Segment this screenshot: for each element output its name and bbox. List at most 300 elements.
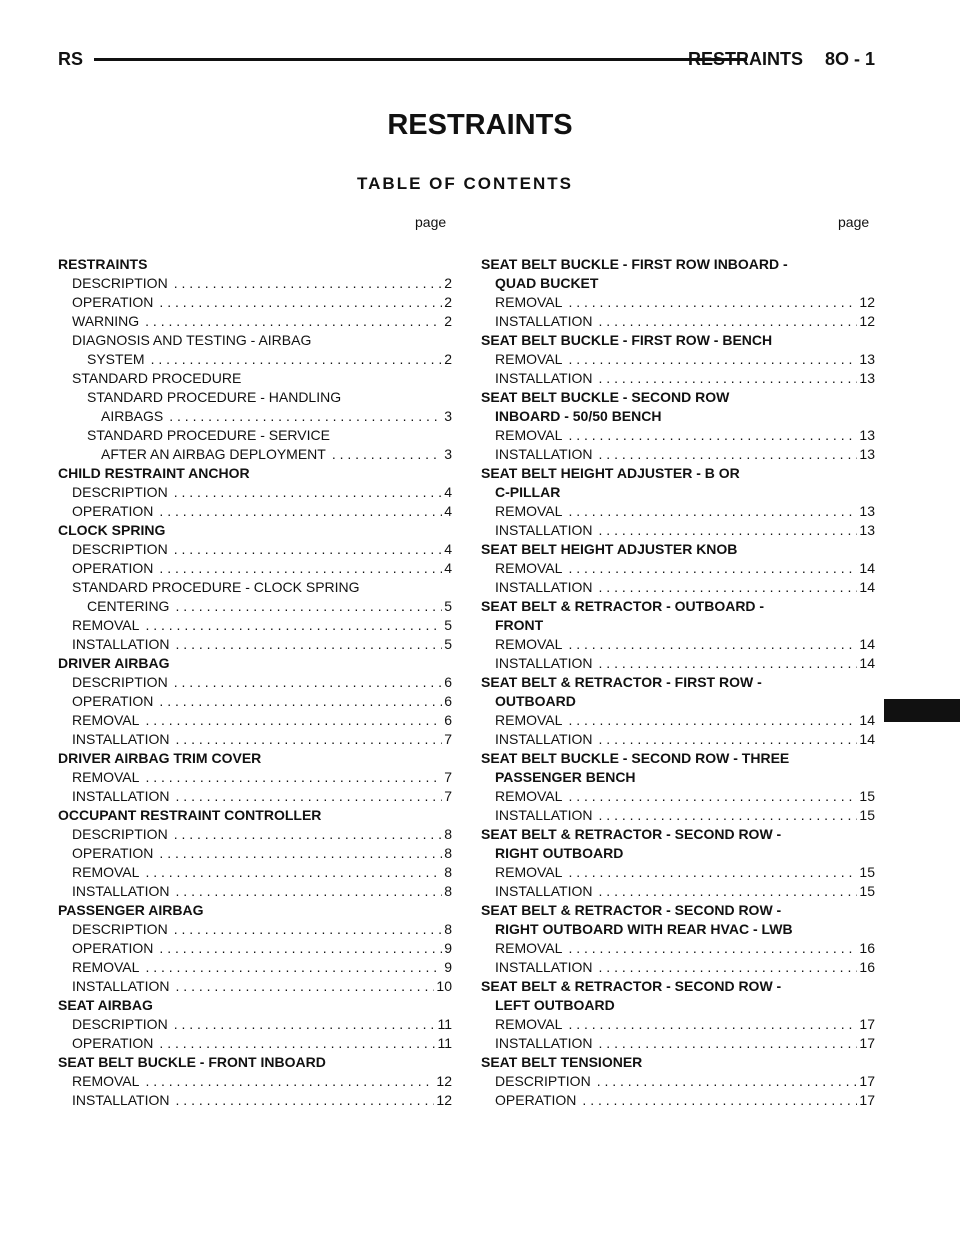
dot-leader xyxy=(599,730,858,749)
toc-entry-page: 3 xyxy=(444,446,452,462)
toc-entry xyxy=(481,996,875,1015)
toc-entry-label: REMOVAL xyxy=(72,1073,140,1089)
toc-section-heading xyxy=(481,901,875,920)
dot-leader xyxy=(568,293,857,312)
toc-entry-label: REMOVAL xyxy=(495,1016,563,1032)
toc-entry-page: 5 xyxy=(444,617,452,633)
dot-leader xyxy=(599,445,858,464)
toc-entry xyxy=(481,863,875,882)
toc-entry xyxy=(481,692,875,711)
toc-entry xyxy=(481,730,875,749)
dot-leader xyxy=(332,445,442,464)
left-page-column-label: page xyxy=(415,214,447,230)
toc-heading-label: DRIVER AIRBAG TRIM COVER xyxy=(58,750,262,766)
toc-section-heading xyxy=(58,996,452,1015)
toc-heading-label: SEAT BELT & RETRACTOR - FIRST ROW - xyxy=(481,674,762,690)
toc-heading-label: STANDARD PROCEDURE xyxy=(72,370,242,386)
dot-leader xyxy=(599,958,858,977)
toc-entry xyxy=(481,882,875,901)
toc-heading-label: DRIVER AIRBAG xyxy=(58,655,170,671)
toc-entry-page: 5 xyxy=(444,598,452,614)
toc-heading-label: SEAT BELT BUCKLE - FRONT INBOARD xyxy=(58,1054,326,1070)
toc-section-heading xyxy=(58,1053,452,1072)
dot-leader xyxy=(176,635,443,654)
toc-entry-page: 13 xyxy=(859,522,875,538)
toc-entry xyxy=(481,787,875,806)
toc-entry xyxy=(481,1091,875,1110)
toc-entry-label: INSTALLATION xyxy=(495,883,593,899)
dot-leader xyxy=(568,1015,857,1034)
dot-leader xyxy=(174,540,443,559)
dot-leader xyxy=(174,920,443,939)
toc-section-heading xyxy=(481,597,875,616)
dot-leader xyxy=(568,635,857,654)
toc-entry xyxy=(58,293,452,312)
dot-leader xyxy=(174,483,443,502)
toc-entry xyxy=(481,616,875,635)
toc-entry-label: INSTALLATION xyxy=(72,788,170,804)
toc-entry-label: REMOVAL xyxy=(495,294,563,310)
dot-leader xyxy=(145,863,442,882)
toc-entry xyxy=(481,407,875,426)
toc-entry-label: SYSTEM xyxy=(87,351,145,367)
dot-leader xyxy=(145,616,442,635)
toc-entry xyxy=(481,920,875,939)
toc-entry-page: 3 xyxy=(444,408,452,424)
toc-entry xyxy=(481,483,875,502)
toc-entry xyxy=(58,312,452,331)
toc-entry-label: INSTALLATION xyxy=(495,579,593,595)
toc-heading-label: SEAT BELT BUCKLE - SECOND ROW - THREE xyxy=(481,750,790,766)
dot-leader xyxy=(159,1034,435,1053)
dot-leader xyxy=(568,502,857,521)
toc-entry xyxy=(58,882,452,901)
toc-entry-page: 2 xyxy=(444,275,452,291)
toc-entry-label: DESCRIPTION xyxy=(72,1016,168,1032)
toc-entry-label: DESCRIPTION xyxy=(72,275,168,291)
toc-entry xyxy=(58,787,452,806)
toc-section-heading xyxy=(58,901,452,920)
toc-entry xyxy=(58,939,452,958)
toc-entry-label: OPERATION xyxy=(72,294,154,310)
dot-leader xyxy=(176,730,443,749)
toc-entry-page: 6 xyxy=(444,712,452,728)
toc-entry xyxy=(58,274,452,293)
toc-entry-label: INSTALLATION xyxy=(495,959,593,975)
toc-entry-page: 9 xyxy=(444,940,452,956)
toc-entry-label: INSTALLATION xyxy=(495,655,593,671)
page-header xyxy=(58,47,875,71)
toc-heading-label: STANDARD PROCEDURE - CLOCK SPRING xyxy=(72,579,360,595)
toc-entry xyxy=(58,540,452,559)
dot-leader xyxy=(159,293,442,312)
toc-entry-page: 17 xyxy=(859,1035,875,1051)
dot-leader xyxy=(568,559,857,578)
dot-leader xyxy=(176,787,443,806)
dot-leader xyxy=(568,939,857,958)
toc-entry-page: 13 xyxy=(859,503,875,519)
toc-entry xyxy=(481,274,875,293)
toc-entry-label: OPERATION xyxy=(72,503,154,519)
toc-entry-page: 8 xyxy=(444,883,452,899)
toc-section-heading xyxy=(58,464,452,483)
toc-entry xyxy=(481,559,875,578)
toc-entry xyxy=(481,939,875,958)
dot-leader xyxy=(599,806,858,825)
toc-entry-label: DESCRIPTION xyxy=(72,484,168,500)
toc-heading-label: INBOARD - 50/50 BENCH xyxy=(495,408,662,424)
toc-entry-page: 9 xyxy=(444,959,452,975)
toc-heading-label: SEAT BELT & RETRACTOR - SECOND ROW - xyxy=(481,978,782,994)
dot-leader xyxy=(599,312,858,331)
section-thumb-tab xyxy=(884,699,960,722)
toc-entry-label: INSTALLATION xyxy=(495,370,593,386)
toc-entry xyxy=(58,445,452,464)
toc-section-heading xyxy=(481,977,875,996)
dot-leader xyxy=(159,844,442,863)
toc-entry-page: 12 xyxy=(436,1092,452,1108)
dot-leader xyxy=(568,426,857,445)
toc-entry xyxy=(58,768,452,787)
toc-heading-label: STANDARD PROCEDURE - SERVICE xyxy=(87,427,330,443)
dot-leader xyxy=(176,882,443,901)
toc-entry-label: REMOVAL xyxy=(72,959,140,975)
toc-entry-label: REMOVAL xyxy=(72,617,140,633)
toc-heading-label: SEAT BELT BUCKLE - FIRST ROW INBOARD - xyxy=(481,256,788,272)
toc-section-heading xyxy=(481,825,875,844)
toc-heading-label: SEAT BELT HEIGHT ADJUSTER - B OR xyxy=(481,465,740,481)
toc-entry xyxy=(58,635,452,654)
toc-entry xyxy=(481,1015,875,1034)
toc-entry xyxy=(58,578,452,597)
dot-leader xyxy=(159,939,442,958)
toc-entry-label: INSTALLATION xyxy=(495,731,593,747)
toc-section-heading xyxy=(58,806,452,825)
toc-entry-page: 12 xyxy=(859,313,875,329)
toc-entry-page: 4 xyxy=(444,541,452,557)
header-section-name: RESTRAINTS xyxy=(687,49,803,69)
toc-entry-page: 7 xyxy=(444,769,452,785)
dot-leader xyxy=(568,350,857,369)
toc-entry xyxy=(481,350,875,369)
header-manual-code: RS xyxy=(58,49,84,69)
dot-leader xyxy=(174,673,443,692)
header-rule xyxy=(94,58,747,61)
dot-leader xyxy=(145,768,442,787)
toc-entry-label: DESCRIPTION xyxy=(72,921,168,937)
toc-entry-page: 17 xyxy=(859,1016,875,1032)
toc-entry-page: 16 xyxy=(859,940,875,956)
toc-heading-label: CLOCK SPRING xyxy=(58,522,166,538)
toc-entry xyxy=(58,1034,452,1053)
dot-leader xyxy=(599,521,858,540)
toc-entry-label: OPERATION xyxy=(495,1092,577,1108)
toc-entry-label: REMOVAL xyxy=(72,864,140,880)
toc-entry xyxy=(58,863,452,882)
dot-leader xyxy=(145,711,442,730)
toc-entry xyxy=(58,920,452,939)
toc-heading-label: SEAT BELT TENSIONER xyxy=(481,1054,643,1070)
toc-heading-label: RIGHT OUTBOARD WITH REAR HVAC - LWB xyxy=(495,921,793,937)
dot-leader xyxy=(174,274,443,293)
toc-entry-page: 14 xyxy=(859,579,875,595)
toc-entry xyxy=(481,578,875,597)
toc-entry-page: 14 xyxy=(859,636,875,652)
toc-entry xyxy=(58,1015,452,1034)
toc-entry-page: 8 xyxy=(444,845,452,861)
toc-left-column xyxy=(58,255,452,1110)
toc-entry-page: 17 xyxy=(859,1092,875,1108)
toc-entry-page: 2 xyxy=(444,313,452,329)
toc-entry-label: CENTERING xyxy=(87,598,170,614)
toc-entry xyxy=(58,369,452,388)
toc-entry-page: 11 xyxy=(437,1035,452,1051)
toc-entry xyxy=(481,445,875,464)
toc-heading-label: QUAD BUCKET xyxy=(495,275,599,291)
toc-entry-page: 2 xyxy=(444,294,452,310)
toc-entry-page: 8 xyxy=(444,826,452,842)
toc-entry xyxy=(481,502,875,521)
toc-entry-label: INSTALLATION xyxy=(72,883,170,899)
toc-entry-page: 14 xyxy=(859,655,875,671)
toc-entry-page: 8 xyxy=(444,921,452,937)
dot-leader xyxy=(151,350,443,369)
toc-heading-label: SEAT BELT & RETRACTOR - SECOND ROW - xyxy=(481,902,782,918)
dot-leader xyxy=(176,1091,435,1110)
toc-entry xyxy=(58,825,452,844)
toc-entry-page: 17 xyxy=(859,1073,875,1089)
header-page-number: 8O - 1 xyxy=(824,49,875,69)
toc-entry xyxy=(58,977,452,996)
toc-entry-page: 10 xyxy=(436,978,452,994)
toc-entry-page: 12 xyxy=(436,1073,452,1089)
toc-section-heading xyxy=(481,388,875,407)
toc-entry-label: DESCRIPTION xyxy=(72,674,168,690)
toc-entry-page: 7 xyxy=(444,731,452,747)
toc-entry xyxy=(58,483,452,502)
toc-entry-page: 4 xyxy=(444,560,452,576)
toc-entry-page: 14 xyxy=(859,560,875,576)
toc-entry-label: INSTALLATION xyxy=(495,522,593,538)
toc-entry xyxy=(58,331,452,350)
toc-entry-label: INSTALLATION xyxy=(495,807,593,823)
toc-entry xyxy=(481,635,875,654)
dot-leader xyxy=(176,977,435,996)
toc-entry-label: OPERATION xyxy=(72,693,154,709)
dot-leader xyxy=(145,312,442,331)
toc-entry-label: INSTALLATION xyxy=(72,731,170,747)
toc-entry-label: INSTALLATION xyxy=(72,978,170,994)
toc-entry xyxy=(58,730,452,749)
toc-section-heading xyxy=(58,654,452,673)
toc-entry xyxy=(58,388,452,407)
toc-heading-label: PASSENGER BENCH xyxy=(495,769,636,785)
toc-entry xyxy=(481,768,875,787)
toc-entry xyxy=(58,844,452,863)
toc-entry xyxy=(481,711,875,730)
toc-section-heading xyxy=(481,673,875,692)
toc-heading-label: PASSENGER AIRBAG xyxy=(58,902,204,918)
toc-heading-label: C-PILLAR xyxy=(495,484,561,500)
toc-entry xyxy=(481,1072,875,1091)
toc-entry xyxy=(58,597,452,616)
toc-entry-label: INSTALLATION xyxy=(495,446,593,462)
toc-heading-label: SEAT BELT BUCKLE - FIRST ROW - BENCH xyxy=(481,332,773,348)
toc-entry-page: 4 xyxy=(444,503,452,519)
toc-entry-label: WARNING xyxy=(72,313,140,329)
toc-entry-page: 14 xyxy=(859,731,875,747)
dot-leader xyxy=(599,369,858,388)
toc-heading-label: SEAT AIRBAG xyxy=(58,997,153,1013)
toc-heading-label: SEAT BELT HEIGHT ADJUSTER KNOB xyxy=(481,541,738,557)
toc-entry xyxy=(58,407,452,426)
dot-leader xyxy=(159,502,442,521)
toc-entry xyxy=(481,293,875,312)
toc-entry-label: DESCRIPTION xyxy=(495,1073,591,1089)
dot-leader xyxy=(169,407,442,426)
toc-entry-page: 12 xyxy=(859,294,875,310)
toc-entry-page: 13 xyxy=(859,427,875,443)
toc-entry xyxy=(481,806,875,825)
dot-leader xyxy=(175,597,442,616)
toc-entry xyxy=(481,312,875,331)
toc-entry xyxy=(58,958,452,977)
dot-leader xyxy=(568,863,857,882)
toc-entry xyxy=(58,616,452,635)
dot-leader xyxy=(159,559,442,578)
dot-leader xyxy=(599,654,858,673)
toc-entry-page: 7 xyxy=(444,788,452,804)
dot-leader xyxy=(145,958,442,977)
dot-leader xyxy=(145,1072,434,1091)
toc-entry-label: REMOVAL xyxy=(495,864,563,880)
toc-entry-label: OPERATION xyxy=(72,845,154,861)
toc-section-heading xyxy=(58,521,452,540)
toc-section-heading xyxy=(481,749,875,768)
toc-entry-label: INSTALLATION xyxy=(495,313,593,329)
toc-heading-label: OUTBOARD xyxy=(495,693,576,709)
toc-entry xyxy=(58,350,452,369)
toc-entry-label: OPERATION xyxy=(72,560,154,576)
toc-entry-page: 8 xyxy=(444,864,452,880)
dot-leader xyxy=(174,825,443,844)
toc-entry xyxy=(58,673,452,692)
toc-heading-label: DIAGNOSIS AND TESTING - AIRBAG xyxy=(72,332,312,348)
dot-leader xyxy=(599,578,858,597)
toc-entry-label: REMOVAL xyxy=(72,769,140,785)
toc-entry-label: INSTALLATION xyxy=(72,636,170,652)
toc-entry-label: DESCRIPTION xyxy=(72,541,168,557)
page-title: RESTRAINTS xyxy=(387,109,573,141)
toc-heading-label: FRONT xyxy=(495,617,544,633)
toc-entry xyxy=(58,559,452,578)
toc-entry-page: 11 xyxy=(437,1016,452,1032)
toc-entry-label: OPERATION xyxy=(72,1035,154,1051)
toc-section-heading xyxy=(481,255,875,274)
toc-section-heading xyxy=(481,464,875,483)
toc-entry-label: REMOVAL xyxy=(495,788,563,804)
toc-entry-page: 5 xyxy=(444,636,452,652)
toc-heading-label: OCCUPANT RESTRAINT CONTROLLER xyxy=(58,807,322,823)
toc-heading-label: LEFT OUTBOARD xyxy=(495,997,615,1013)
toc-right-column xyxy=(481,255,875,1110)
toc-entry-label: DESCRIPTION xyxy=(72,826,168,842)
toc-entry-label: REMOVAL xyxy=(495,503,563,519)
toc-entry-page: 13 xyxy=(859,351,875,367)
toc-entry-page: 15 xyxy=(859,807,875,823)
dot-leader xyxy=(599,882,858,901)
toc-heading-label: RIGHT OUTBOARD xyxy=(495,845,624,861)
dot-leader xyxy=(568,711,857,730)
toc-entry-label: REMOVAL xyxy=(495,636,563,652)
toc-entry-page: 14 xyxy=(859,712,875,728)
dot-leader xyxy=(159,692,442,711)
toc-section-heading xyxy=(58,255,452,274)
toc-entry-label: REMOVAL xyxy=(495,351,563,367)
toc-heading-label: SEAT BELT BUCKLE - SECOND ROW xyxy=(481,389,730,405)
toc-entry xyxy=(58,502,452,521)
dot-leader xyxy=(599,1034,858,1053)
toc-entry-page: 16 xyxy=(859,959,875,975)
toc-heading-label: SEAT BELT & RETRACTOR - OUTBOARD - xyxy=(481,598,765,614)
dot-leader xyxy=(582,1091,857,1110)
toc-entry xyxy=(481,369,875,388)
toc-entry xyxy=(481,1034,875,1053)
toc-entry xyxy=(58,426,452,445)
toc-entry-label: INSTALLATION xyxy=(495,1035,593,1051)
toc-entry xyxy=(58,692,452,711)
toc-heading-label: SEAT BELT & RETRACTOR - SECOND ROW - xyxy=(481,826,782,842)
toc-section-heading xyxy=(481,540,875,559)
dot-leader xyxy=(597,1072,858,1091)
toc-entry-page: 2 xyxy=(444,351,452,367)
toc-entry-label: INSTALLATION xyxy=(72,1092,170,1108)
toc-entry xyxy=(58,1091,452,1110)
toc-entry-page: 6 xyxy=(444,693,452,709)
toc-entry xyxy=(481,426,875,445)
toc-entry xyxy=(481,654,875,673)
toc-entry-label: REMOVAL xyxy=(495,427,563,443)
toc-entry-label: REMOVAL xyxy=(495,940,563,956)
right-page-column-label: page xyxy=(838,214,870,230)
toc-section-heading xyxy=(58,749,452,768)
toc-entry-page: 15 xyxy=(859,788,875,804)
dot-leader xyxy=(568,787,857,806)
toc-entry-page: 4 xyxy=(444,484,452,500)
header-right xyxy=(688,47,875,71)
toc-entry xyxy=(481,521,875,540)
toc-section-heading xyxy=(481,331,875,350)
toc-entry xyxy=(58,1072,452,1091)
toc-entry-label: REMOVAL xyxy=(495,712,563,728)
toc-heading-label: STANDARD PROCEDURE - HANDLING xyxy=(87,389,342,405)
toc-entry xyxy=(58,711,452,730)
toc-entry-page: 13 xyxy=(859,370,875,386)
toc-heading-label: RESTRAINTS xyxy=(58,256,148,272)
toc-entry-label: AIRBAGS xyxy=(101,408,164,424)
toc-entry-page: 6 xyxy=(444,674,452,690)
toc-entry xyxy=(481,844,875,863)
toc-entry-label: AFTER AN AIRBAG DEPLOYMENT xyxy=(101,446,326,462)
toc-heading-label: CHILD RESTRAINT ANCHOR xyxy=(58,465,250,481)
toc-entry-label: REMOVAL xyxy=(495,560,563,576)
toc-entry xyxy=(481,958,875,977)
toc-section-heading xyxy=(481,1053,875,1072)
toc-entry-page: 13 xyxy=(859,446,875,462)
dot-leader xyxy=(174,1015,436,1034)
toc-entry-label: REMOVAL xyxy=(72,712,140,728)
toc-entry-label: OPERATION xyxy=(72,940,154,956)
